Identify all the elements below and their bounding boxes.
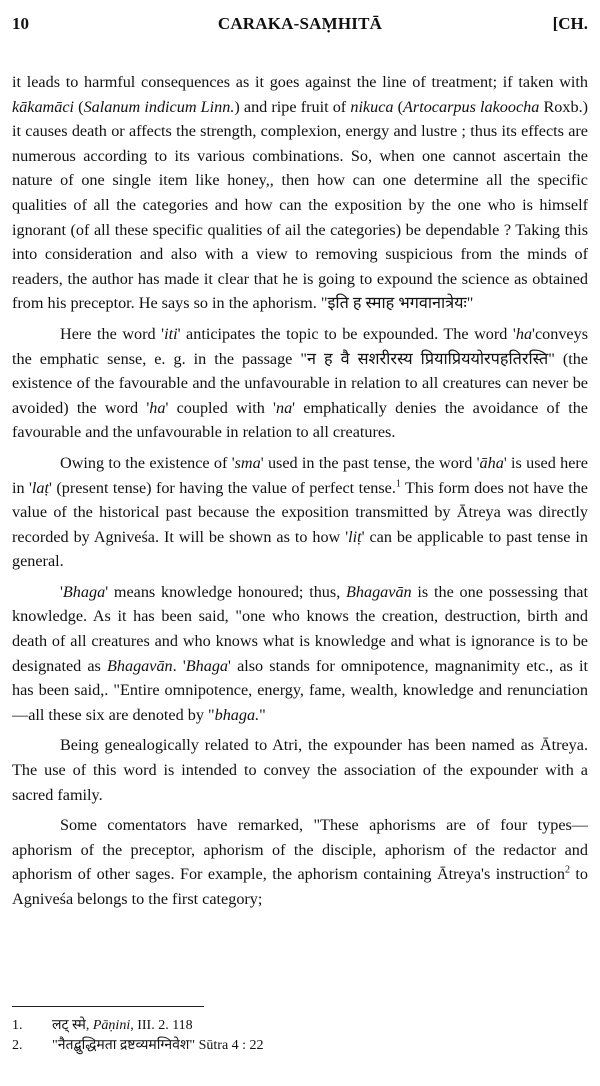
footnotes xyxy=(12,1016,264,1056)
running-title: CARAKA-SAṂHITĀ xyxy=(217,14,383,33)
body-text xyxy=(12,70,588,912)
paragraph-4: 'Bhaga' means knowledge honoured; thus, Bhagavān is the one possessing that knowledge. As it has been said, "one who knows the creation, destruction, birth and death of all creatures and who knows what is knowledge and what is ignorance is to be designated as Bhagavān. 'Bhaga' also stands for omnipotence, magnanimity etc., as it has been said,. "Entire omnipotence, energy, fame, wealth, knowledge and renunciation—all these six are denoted by "bhaga." xyxy=(12,582,588,724)
footnote-ref-1[interactable]: 1 xyxy=(395,478,401,490)
footnote-ref-2[interactable]: 2 xyxy=(564,865,570,877)
paragraph-6: Some comentators have remarked, "These aphorisms are of four types—aphorism of the preceptor, aphorism of the disciple, aphorism of the redactor and aphorism of other sages. For example, the aphorism containing Ātreya's instruction$^2$ to Agniveśa belongs to the first category; xyxy=(12,816,589,908)
footnote-2: 2. "नैतद्बुद्धिमता द्रष्टव्यमग्निवेश" Sūtra 4 : 22 xyxy=(12,1038,264,1053)
page-number: 10 xyxy=(12,14,29,33)
paragraph-5: Being genealogically related to Atri, the expounder has been named as Ātreya. The use of this word is intended to convey the association of the expounder with a sacred family. xyxy=(12,736,588,804)
paragraph-1: it leads to harmful consequences as it goes against the line of treatment; if taken with kākamāci (Salanum indicum Linn.) and ripe fruit of nikuca (Artocarpus lakoocha Roxb.) it causes death or affects the strength, complexion, energy and lustre ; thus its effects are numerous according to its various combinations. So, when one cannot ascertain the nature of one single item like honey,, then how can one determine all the specific qualities of all the categories and how can the exposition by the one who is himself ignorant (of all these specific qualities of ail the categories) be dependable ? Taking this into consideration and also with a view to removing suspicious from the minds of readers, the author has made it clear that he is going to expound the science as obtained from his preceptor. He says so in the aphorism. "इति ह स्माह भगवानात्रेयः" xyxy=(12,73,589,313)
footnote-1: 1. लट् स्मे, Pāṇini, III. 2. 118 xyxy=(12,1018,193,1033)
footnote-divider xyxy=(12,1006,204,1007)
paragraph-3: Owing to the existence of 'sma' used in the past tense, the word 'āha' is used here in 'laṭ' (present tense) for having the value of perfect tense.$^1$ This form does not have the value of the historical past because the exposition transmitted by Ātreya was directly recorded by Agniveśa. It will be shown as to how 'liṭ' can be applicable to past tense in general. xyxy=(12,453,588,571)
chapter-marker: [CH. xyxy=(552,14,588,33)
paragraph-2: Here the word 'iti' anticipates the topic to be expounded. The word 'ha'conveys the emphatic sense, e. g. in the passage "न ह वै सशरीरस्य प्रियाप्रिययोरपहतिरस्ति" (the existence of the favourable and the unfavourable in relation to all creatures can never be avoided) the word 'ha' coupled with 'na' emphatically denies the avoidance of the favourable and the unfavourable in relation to all creatures. xyxy=(12,324,588,442)
running-header xyxy=(12,14,588,40)
